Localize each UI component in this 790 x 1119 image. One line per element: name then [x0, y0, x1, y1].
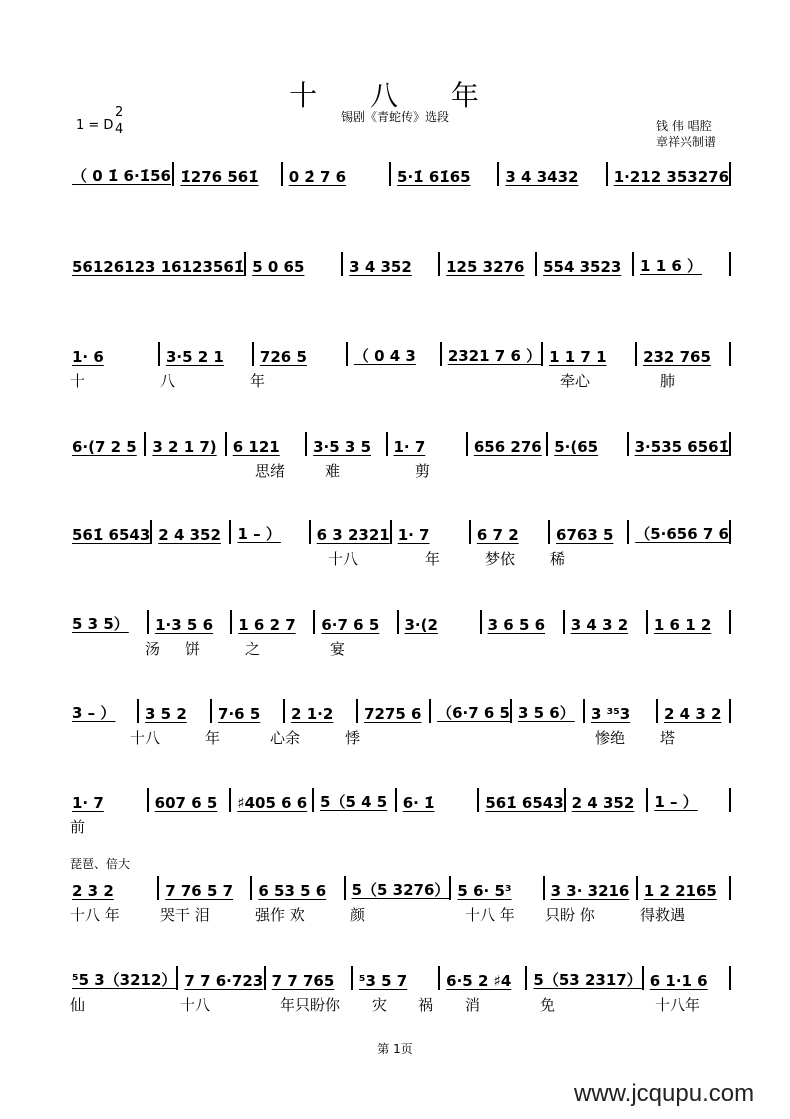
staff-row	[66, 250, 731, 276]
lyric: 十八年	[655, 996, 701, 1014]
subtitle: 锡剧《青蛇传》选段	[340, 110, 449, 124]
measure: 1· 7	[397, 526, 430, 544]
barline	[729, 162, 731, 186]
measure: 726 5	[259, 348, 307, 366]
lyric: 年	[205, 729, 221, 747]
barline	[729, 252, 731, 276]
measure: （ 0 1̇ 6·1̇56	[72, 167, 171, 185]
arranger-credit: 章祥兴制谱	[656, 135, 717, 149]
key-signature: 1 = D	[76, 118, 114, 133]
lyric: 宴	[330, 640, 346, 658]
measure: 2 4 352	[158, 526, 221, 544]
measure: 5（53 2317）	[533, 971, 642, 989]
measure: 1· 6	[72, 348, 104, 366]
measure: 3·5 3 5	[313, 438, 372, 456]
measure: 2 4 352	[571, 794, 635, 812]
measure: 1 1 7 1	[549, 348, 607, 366]
measure: 2321 7 6 ）	[447, 347, 542, 365]
measure: 607 6 5	[154, 794, 218, 812]
time-signature	[115, 104, 123, 138]
measure: 5 6· 5³	[457, 882, 512, 900]
measure: 3 3· 3216	[550, 882, 630, 900]
measure: 1 2 2165	[643, 882, 717, 900]
staff-row	[66, 786, 731, 812]
lyric: 年	[250, 372, 266, 390]
measure: 3·(2	[404, 616, 438, 634]
measure: 7 7 765	[271, 972, 335, 990]
measure: 5（5 4 5	[320, 793, 388, 811]
measure: 7 7 6·723	[184, 972, 264, 990]
measure: 3 4 352	[349, 258, 412, 276]
measure: 2 3 2	[72, 882, 114, 900]
lyric: 十	[70, 372, 86, 390]
lyric: 稀	[550, 550, 566, 568]
measure: ⁵5 3（3212）	[72, 971, 177, 989]
lyric: 消	[465, 996, 481, 1014]
lyric: 前	[70, 818, 86, 836]
lyric: 年	[425, 550, 441, 568]
staff-row	[66, 964, 731, 990]
barline	[729, 432, 731, 456]
lyric: 难	[325, 462, 341, 480]
measure: 3·5 2 1	[165, 348, 224, 366]
lyric: 只盼 你	[545, 906, 595, 924]
lyric: 十八	[180, 996, 211, 1014]
measure: （5·656 7 6	[635, 525, 729, 543]
barline	[729, 876, 731, 900]
measure: 5·(65	[554, 438, 599, 456]
lyric: 牵心	[560, 372, 591, 390]
measure: 232 765	[643, 348, 711, 366]
staff-row	[66, 608, 731, 634]
barline	[729, 342, 731, 366]
measure: ⁵3 5 7	[358, 972, 408, 990]
measure: 6 53 5 6	[258, 882, 327, 900]
staff-row	[66, 430, 731, 456]
measure: 1 6 2 7	[238, 616, 296, 634]
measure: 1 – ）	[654, 793, 698, 811]
instrument-note: 琵琶、倍大	[70, 857, 131, 871]
page-title: 十 八 年	[289, 79, 501, 112]
lyric: 十八 年	[70, 906, 120, 924]
lyric: 塔	[660, 729, 676, 747]
measure: 1 – ）	[237, 525, 281, 543]
staff-row	[66, 340, 731, 366]
measure: 6· 1̇	[402, 794, 435, 812]
measure: 3 4 3432	[505, 168, 579, 186]
measure: 1·3 5 6	[155, 616, 214, 634]
measure: （6·7 6 5	[437, 704, 510, 722]
measure: ♯405 6 6	[237, 794, 308, 812]
lyric: 心余	[270, 729, 301, 747]
lyric: 年只盼你	[280, 996, 341, 1014]
measure: 3 4 3 2	[570, 616, 629, 634]
lyric: 灾	[372, 996, 388, 1014]
measure: 1· 7	[72, 794, 104, 812]
staff-row	[66, 160, 731, 186]
measure: 3 6 5 6	[487, 616, 546, 634]
measure: 6763 5	[556, 526, 614, 544]
measure: 6·7 6 5	[321, 616, 380, 634]
measure: 5 3 5）	[72, 615, 129, 633]
measure: 7 76 5 7	[165, 882, 234, 900]
singer-credit: 钱 伟 唱腔	[656, 119, 712, 133]
measure: 3 2 1 7)	[152, 438, 217, 456]
measure: 3 ³⁵3	[591, 705, 631, 723]
barline	[729, 520, 731, 544]
measure: 561̇ 6543	[72, 526, 151, 544]
lyric: 之	[245, 640, 261, 658]
staff-row	[66, 874, 731, 900]
measure: （ 0 4 3	[353, 347, 416, 365]
measure: 6 1·1 6	[649, 972, 708, 990]
measure: 6 3 2321	[316, 526, 390, 544]
measure: 2 4 3 2	[664, 705, 722, 723]
measure: 5·1̇ 61̇65	[397, 168, 471, 186]
measure: 125 3276	[446, 258, 525, 276]
lyric: 十八 年	[465, 906, 515, 924]
measure: 656 276	[473, 438, 542, 456]
measure: 554 3523	[543, 258, 622, 276]
measure: 6 7 2	[476, 526, 519, 544]
measure: 0 2̇ 7 6	[288, 168, 347, 186]
lyric: 祸	[418, 996, 434, 1014]
lyric: 得救遇	[640, 906, 686, 924]
lyric: 剪	[415, 462, 431, 480]
lyric: 思绪	[255, 462, 286, 480]
lyric: 十八	[130, 729, 161, 747]
measure: 1· 7	[393, 438, 426, 456]
measure: 5（5 3276）	[351, 881, 450, 899]
staff-row	[66, 518, 731, 544]
measure: 3·535 6561̇	[634, 438, 730, 456]
barline	[729, 788, 731, 812]
measure: 1·212 353276	[613, 168, 730, 186]
lyric: 免	[540, 996, 556, 1014]
barline	[729, 699, 731, 723]
measure: 5 0 65	[252, 258, 305, 276]
watermark: www.jcqupu.com	[574, 1080, 755, 1107]
measure: 6·5 2 ♯4	[446, 972, 512, 990]
measure: 6 121	[232, 438, 280, 456]
measure: 56126123 16123561̇	[72, 258, 245, 276]
lyric: 肺	[660, 372, 676, 390]
staff-row	[66, 697, 731, 723]
measure: 3 5 6）	[517, 704, 575, 722]
measure: 561̇ 6543	[485, 794, 564, 812]
measure: 1 1 6 ）	[640, 257, 703, 275]
measure: 7275 6	[364, 705, 422, 723]
barline	[729, 966, 731, 990]
lyric: 惨绝	[595, 729, 626, 747]
lyric: 悸	[345, 729, 361, 747]
lyric: 强作 欢	[255, 906, 305, 924]
measure: 2 1·2	[291, 705, 334, 723]
measure: 1̇276 561̇	[180, 168, 259, 186]
lyric: 八	[160, 372, 176, 390]
lyric: 十八	[328, 550, 359, 568]
measure: 3 – ）	[72, 704, 116, 722]
lyric: 哭干 泪	[160, 906, 210, 924]
lyric: 梦依	[485, 550, 516, 568]
lyric: 汤	[145, 640, 161, 658]
time-signature-bottom: 4	[115, 122, 124, 137]
lyric: 颜	[350, 906, 366, 924]
time-signature-top: 2	[115, 105, 124, 120]
lyric: 饼	[185, 640, 201, 658]
measure: 3 5 2	[145, 705, 187, 723]
lyric: 仙	[70, 996, 86, 1014]
page-number: 第 1页	[377, 1042, 413, 1056]
measure: 6·(7 2 5	[72, 438, 137, 456]
measure: 1 6 1 2	[653, 616, 712, 634]
barline	[729, 610, 731, 634]
measure: 7·6 5	[218, 705, 261, 723]
